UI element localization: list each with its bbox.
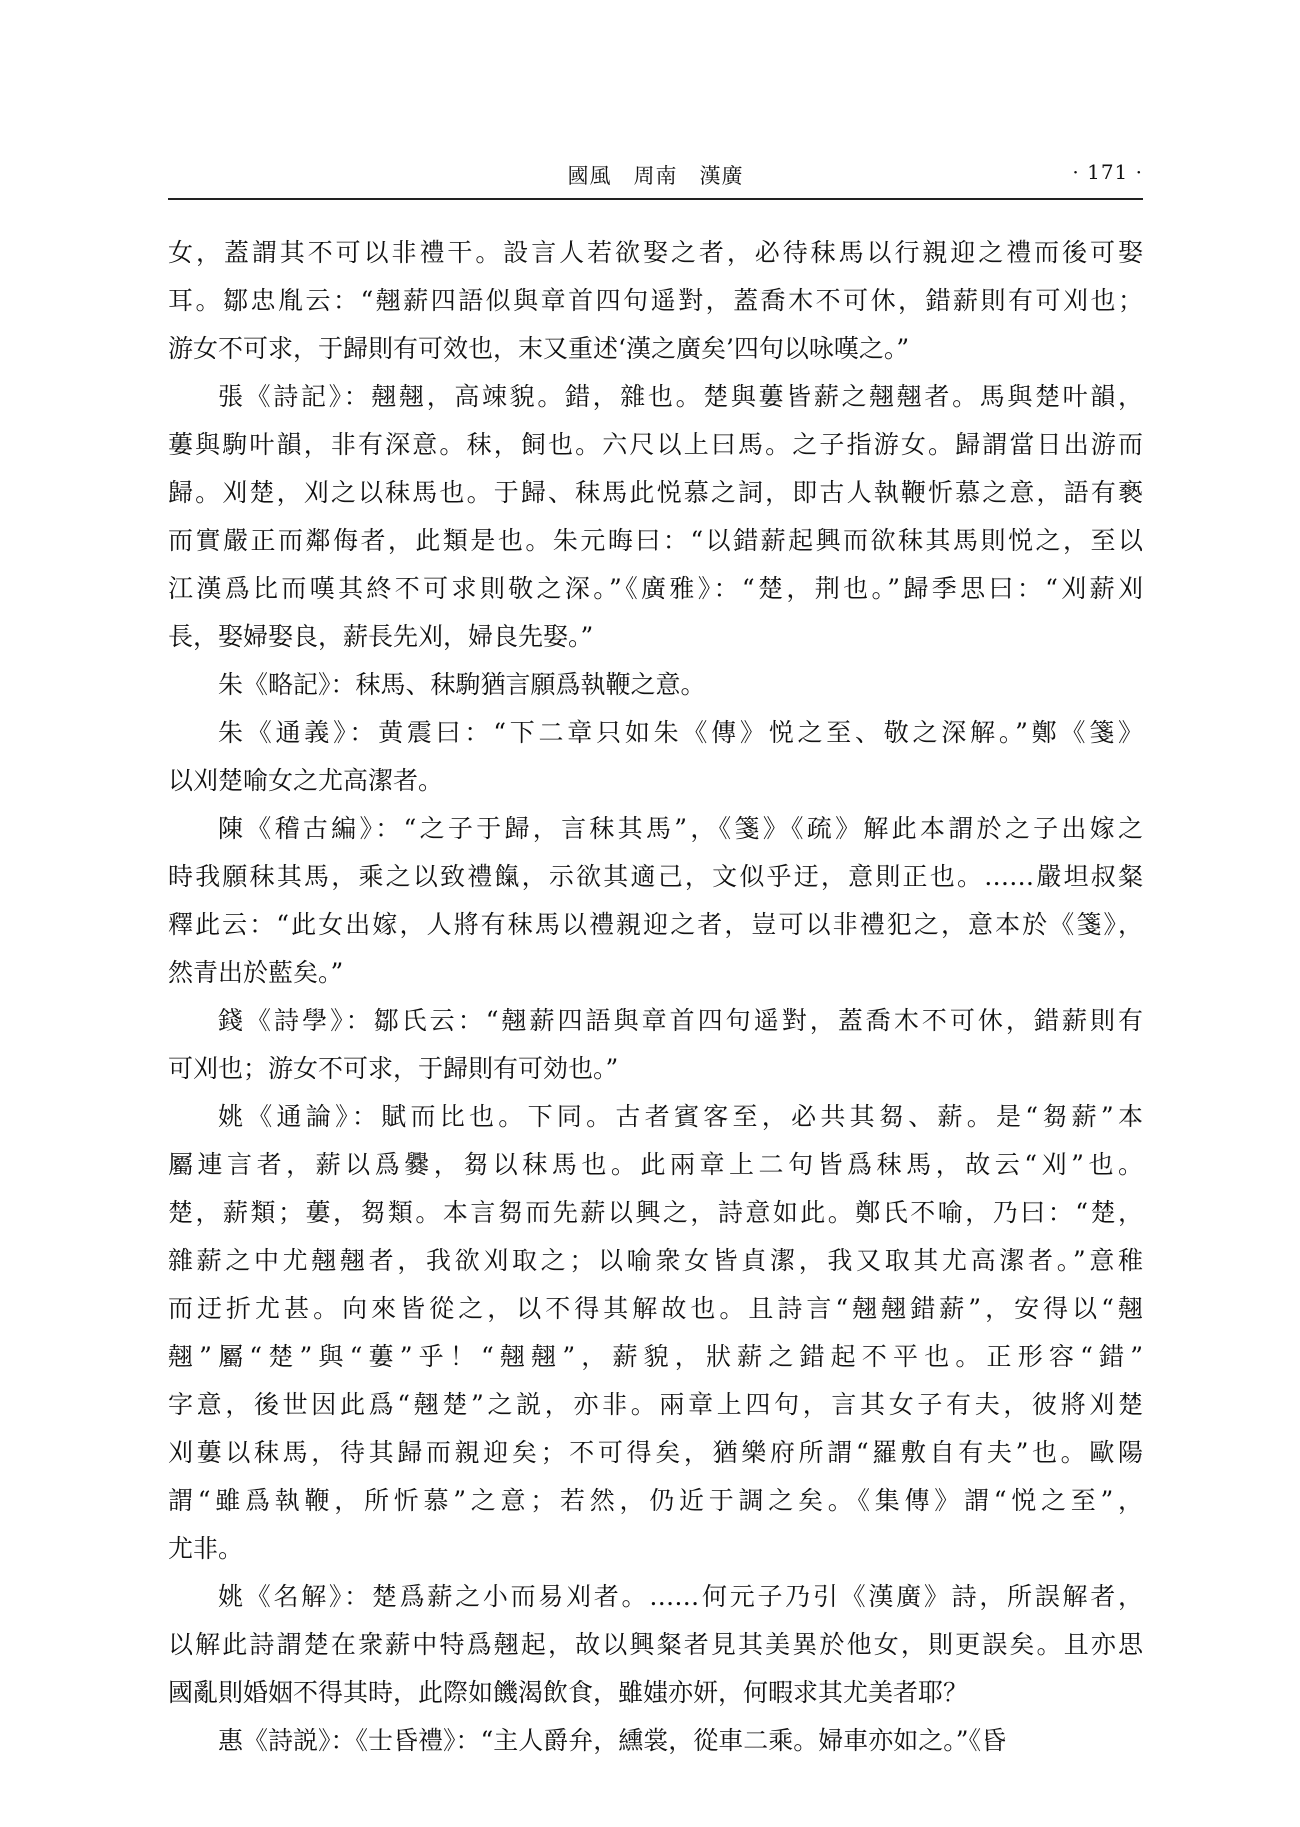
paragraph: [168, 373, 1143, 661]
text-line: 楚，薪類；蔞，芻類。本言芻而先薪以興之，詩意如此。鄭氏不喻，乃曰：“楚，: [168, 1198, 1143, 1227]
text-line: 可刈也；游女不可求，于歸則有可効也。”: [168, 1054, 619, 1083]
text-line: 朱《略記》：秣馬、秣駒猶言願爲執鞭之意。: [218, 670, 706, 699]
text-line: 游女不可求，于歸則有可效也，末又重述‘漢之廣矣’四句以咏嘆之。”: [168, 334, 910, 363]
text-line: 張《詩記》：翹翹，高竦貌。錯，雜也。楚與蔞皆薪之翹翹者。馬與楚叶韻，: [218, 382, 1143, 411]
text-line: 蔞與駒叶韻，非有深意。秣，飼也。六尺以上曰馬。之子指游女。歸謂當日出游而: [168, 430, 1143, 459]
text-line: 姚《名解》：楚爲薪之小而易刈者。……何元子乃引《漢廣》詩，所誤解者，: [218, 1582, 1143, 1611]
text-line: 謂“雖爲執鞭，所忻慕”之意；若然，仍近于調之矣。《集傳》謂“悦之至”，: [168, 1486, 1143, 1515]
paragraph: [168, 229, 1143, 373]
text-line: 刈蔞以秣馬，待其歸而親迎矣；不可得矣，猶樂府所謂“羅敷自有夫”也。歐陽: [168, 1438, 1143, 1467]
paragraph: [168, 997, 1143, 1093]
text-line: 釋此云：“此女出嫁，人將有秣馬以禮親迎之者，豈可以非禮犯之，意本於《箋》，: [168, 910, 1143, 939]
text-line: 而實嚴正而鄰侮者，此類是也。朱元晦曰：“以錯薪起興而欲秣其馬則悦之，至以: [168, 526, 1143, 555]
text-line: 而迂折尤甚。向來皆從之，以不得其解故也。且詩言“翹翹錯薪”，安得以“翹: [168, 1294, 1143, 1323]
text-line: 時我願秣其馬，乘之以致禮餼，示欲其適己，文似乎迂，意則正也。……嚴坦叔粲: [168, 862, 1143, 891]
running-header: [168, 160, 1143, 196]
paragraph: [168, 661, 1143, 709]
text-line: 然青出於藍矣。”: [168, 958, 344, 987]
text-line: 歸。刈楚，刈之以秣馬也。于歸、秣馬此悦慕之詞，即古人執鞭忻慕之意，語有褻: [168, 478, 1143, 507]
text-line: 以刈楚喻女之尤高潔者。: [168, 766, 444, 795]
header-title: 國風 周南 漢廣: [567, 164, 744, 188]
text-line: 國亂則婚姻不得其時，此際如饑渴飲食，雖媸亦妍，何暇求其尤美者耶？: [168, 1678, 969, 1707]
text-line: 字意，後世因此爲“翹楚”之説，亦非。兩章上四句，言其女子有夫，彼將刈楚: [168, 1390, 1143, 1419]
paragraph: [168, 709, 1143, 805]
text-line: 錢《詩學》：鄒氏云：“翹薪四語與章首四句遥對，蓋喬木不可休，錯薪則有: [218, 1006, 1143, 1035]
text-line: 朱《通義》：黄震曰：“下二章只如朱《傳》悦之至、敬之深解。”鄭《箋》: [218, 718, 1143, 747]
text-line: 長，娶婦娶良，薪長先刈，婦良先娶。”: [168, 622, 594, 651]
text-body: [168, 229, 1143, 1765]
paragraph: [168, 1717, 1143, 1765]
text-line: 尤非。: [168, 1534, 244, 1563]
text-line: 屬連言者，薪以爲爨，芻以秣馬也。此兩章上二句皆爲秣馬，故云“刈”也。: [168, 1150, 1143, 1179]
page-number: · 171 ·: [1072, 160, 1143, 184]
paragraph: [168, 805, 1143, 997]
paragraph: [168, 1573, 1143, 1717]
text-line: 翹”屬“楚”與“蔞”乎！“翹翹”，薪貌，狀薪之錯起不平也。正形容“錯”: [168, 1342, 1143, 1371]
text-line: 惠《詩説》：《士昏禮》：“主人爵弁，纁裳，從車二乘。婦車亦如之。”《昏: [218, 1726, 1007, 1755]
text-line: 陳《稽古編》：“之子于歸，言秣其馬”，《箋》《疏》解此本謂於之子出嫁之: [218, 814, 1143, 843]
text-line: 女，蓋謂其不可以非禮干。設言人若欲娶之者，必待秣馬以行親迎之禮而後可娶: [168, 238, 1143, 267]
text-line: 姚《通論》：賦而比也。下同。古者賓客至，必共其芻、薪。是“芻薪”本: [218, 1102, 1143, 1131]
header-rule: [168, 198, 1143, 200]
text-line: 以解此詩謂楚在衆薪中特爲翹起，故以興粲者見其美異於他女，則更誤矣。且亦思: [168, 1630, 1143, 1659]
paragraph: [168, 1093, 1143, 1573]
text-line: 耳。鄒忠胤云：“翹薪四語似與章首四句遥對，蓋喬木不可休，錯薪則有可刈也；: [168, 286, 1143, 315]
text-line: 江漢爲比而嘆其終不可求則敬之深。”《廣雅》：“楚，荆也。”歸季思曰：“刈薪刈: [168, 574, 1143, 603]
text-line: 雜薪之中尤翹翹者，我欲刈取之；以喻衆女皆貞潔，我又取其尤高潔者。”意稚: [168, 1246, 1143, 1275]
